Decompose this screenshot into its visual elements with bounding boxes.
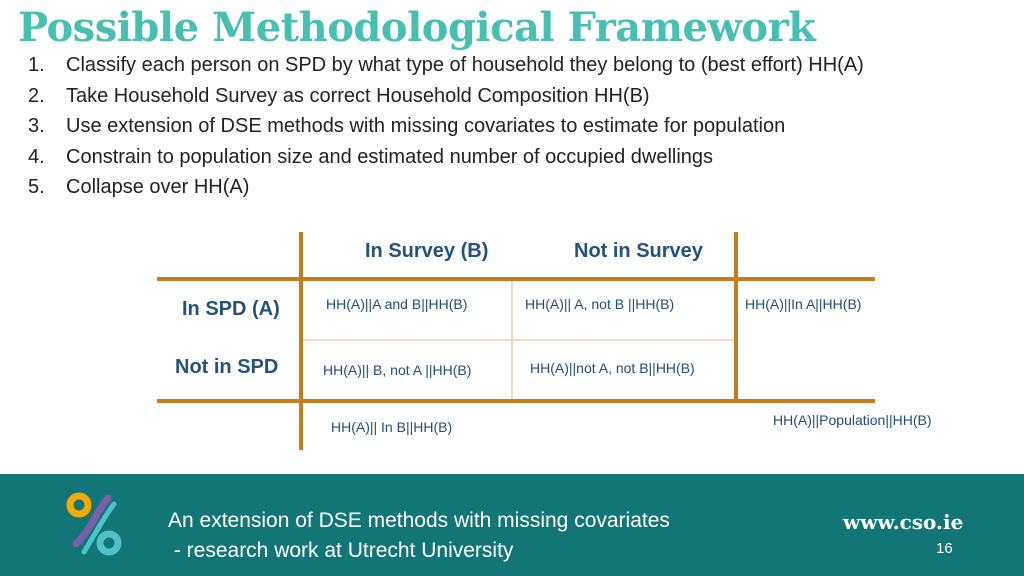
step-number: 3.	[28, 115, 45, 137]
step-number: 4.	[28, 145, 45, 168]
website-link[interactable]: www.cso.ie	[843, 510, 964, 534]
col-header-not-in-survey: Not in Survey	[574, 240, 703, 262]
step-number: 2.	[28, 84, 45, 107]
cell-b-not-a: HH(A)|| B, not A ||HH(B)	[323, 362, 472, 378]
step-list	[28, 54, 864, 207]
table-horizontal-divider	[157, 399, 875, 403]
list-item	[28, 115, 864, 146]
cell-a-not-b: HH(A)|| A, not B ||HH(B)	[525, 296, 675, 312]
cell-in-a: HH(A)||In A||HH(B)	[745, 296, 862, 312]
footer-caption	[168, 506, 670, 566]
cell-population: HH(A)||Population||HH(B)	[773, 412, 932, 428]
list-item	[28, 176, 864, 207]
step-text: Collapse over HH(A)	[66, 176, 250, 198]
page-title: Possible Methodological Framework	[18, 4, 816, 51]
row-header-in-spd: In SPD (A)	[182, 298, 280, 320]
footer-bar	[0, 474, 1024, 576]
row-header-not-in-spd: Not in SPD	[175, 356, 279, 378]
step-number: 5.	[28, 176, 45, 198]
step-text: Use extension of DSE methods with missing covariates to estimate for population	[66, 115, 786, 137]
step-text: Take Household Survey as correct Household Composition HH(B)	[66, 84, 650, 107]
cso-logo-icon	[64, 492, 128, 558]
step-number: 1.	[28, 54, 45, 76]
footer-line: - research work at Utrecht University	[168, 539, 514, 562]
cell-a-and-b: HH(A)||A and B||HH(B)	[326, 296, 468, 312]
col-header-in-survey: In Survey (B)	[365, 240, 489, 262]
cell-in-b: HH(A)|| In B||HH(B)	[331, 419, 453, 435]
step-text: Classify each person on SPD by what type of household they belong to (best effort) HH(A)	[66, 54, 864, 76]
list-item	[28, 54, 864, 85]
table-horizontal-divider	[157, 277, 875, 281]
table-vertical-divider	[299, 232, 303, 450]
cell-separator	[303, 339, 734, 341]
list-item	[28, 146, 864, 177]
footer-line: An extension of DSE methods with missing covariates	[168, 509, 670, 532]
cell-not-a-not-b: HH(A)||not A, not B||HH(B)	[530, 360, 695, 376]
list-item	[28, 85, 864, 116]
table-vertical-divider	[734, 232, 738, 402]
step-text: Constrain to population size and estimated number of occupied dwellings	[66, 145, 714, 168]
page-number: 16	[936, 540, 953, 557]
